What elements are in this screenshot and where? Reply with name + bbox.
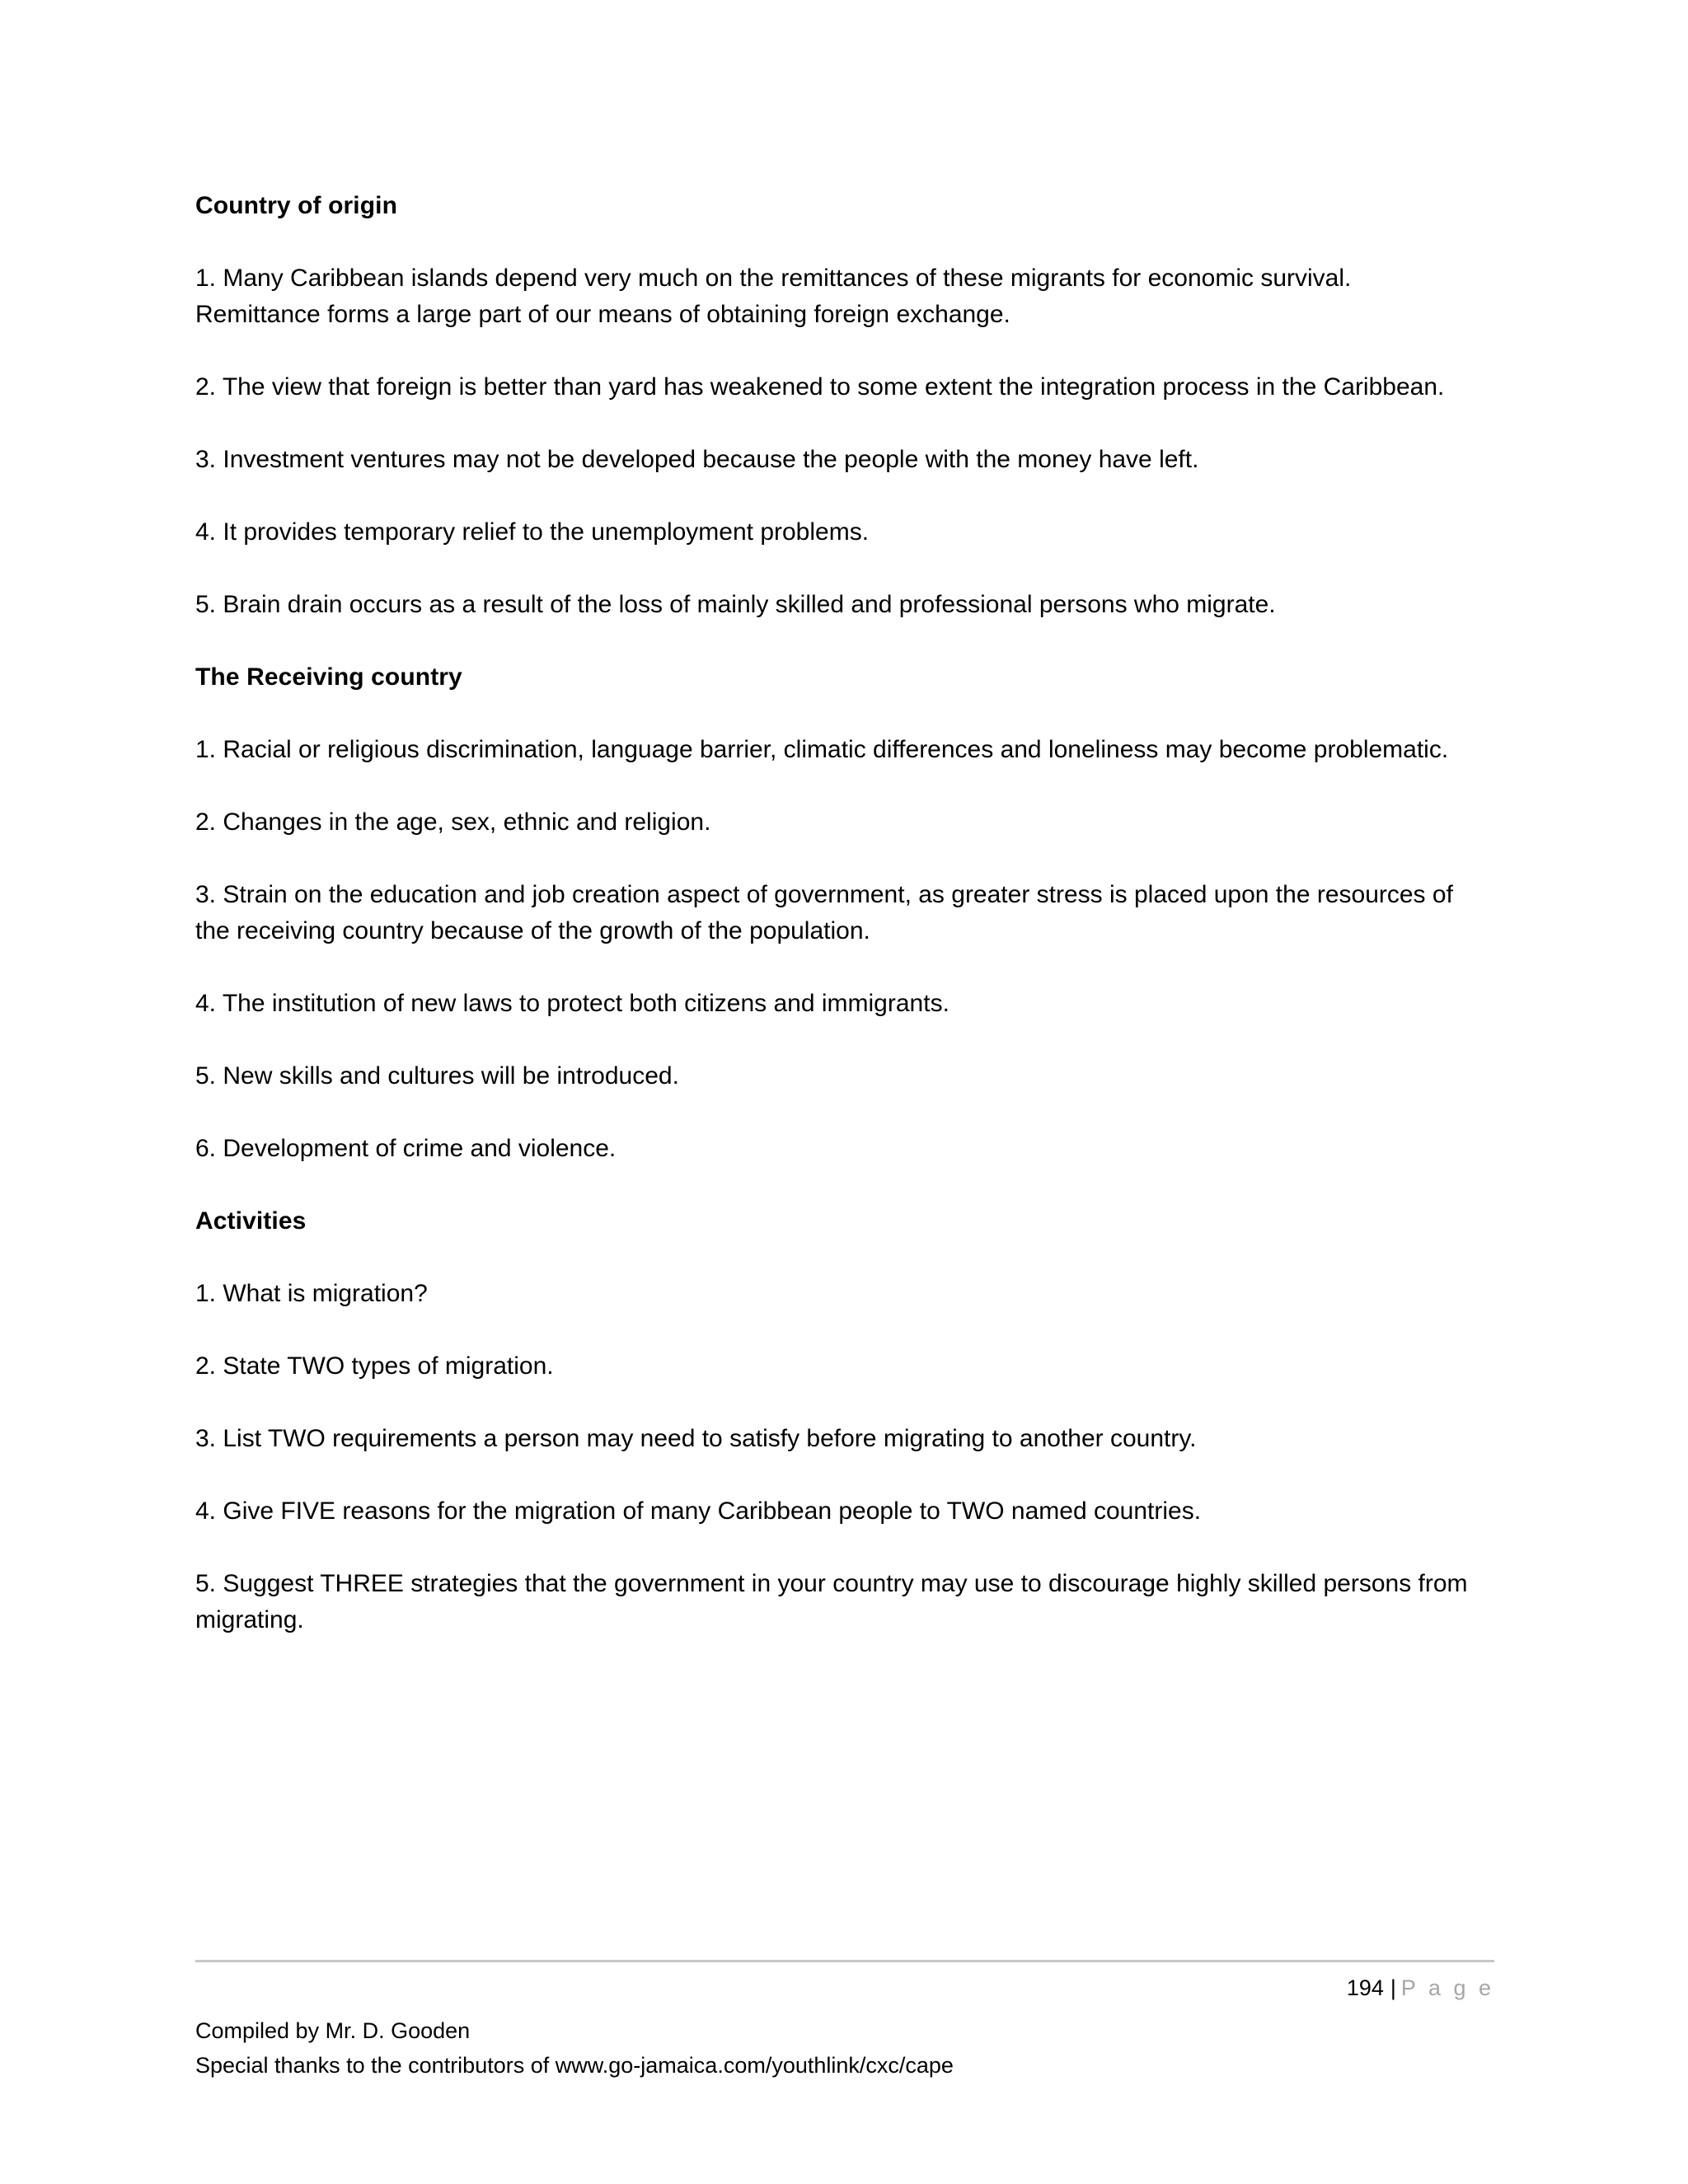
page-number-separator: | (1390, 1975, 1396, 2000)
list-item: 2. State TWO types of migration. (195, 1352, 554, 1380)
spacer (195, 1385, 1481, 1421)
list-item: 3. Investment ventures may not be developed because the people with the money have left. (195, 446, 1199, 473)
spacer (195, 768, 1481, 804)
section-heading-activities: Activities (195, 1207, 307, 1235)
spacer (195, 623, 1481, 659)
list-item: 2. Changes in the age, sex, ethnic and religion. (195, 808, 711, 836)
list-item: 5. Suggest THREE strategies that the government in your country may use to discourage highly skilled persons from migrating. (195, 1570, 1468, 1633)
spacer (195, 224, 1481, 260)
spacer (195, 1240, 1481, 1276)
spacer (195, 1167, 1481, 1203)
section-heading-country-of-origin: Country of origin (195, 192, 397, 219)
list-item: 6. Development of crime and violence. (195, 1135, 617, 1162)
page-footer (195, 1960, 1494, 2083)
spacer (195, 333, 1481, 369)
list-item: 4. The institution of new laws to protect both citizens and immigrants. (195, 990, 950, 1017)
spacer (195, 949, 1481, 986)
page-number-indicator (195, 1974, 1494, 2002)
spacer (195, 405, 1481, 442)
list-item: 2. The view that foreign is better than yard has weakened to some extent the integration process in the Caribbean. (195, 373, 1445, 401)
spacer (195, 1094, 1481, 1131)
spacer (195, 1022, 1481, 1058)
footer-divider (195, 1960, 1494, 1962)
footer-compiled-by: Compiled by Mr. D. Gooden (195, 2018, 471, 2043)
list-item: 3. Strain on the education and job creation aspect of government, as greater stress is placed upon the resources of the receiving country because of the growth of the population. (195, 881, 1453, 944)
list-item: 4. Give FIVE reasons for the migration of many Caribbean people to TWO named countries. (195, 1497, 1202, 1525)
footer-thanks: Special thanks to the contributors of www.go-jamaica.com/youthlink/cxc/cape (195, 2053, 954, 2078)
spacer (195, 841, 1481, 877)
spacer (195, 1457, 1481, 1493)
list-item: 1. What is migration? (195, 1280, 428, 1307)
list-item: 5. New skills and cultures will be introduced. (195, 1062, 679, 1090)
list-item: 1. Racial or religious discrimination, language barrier, climatic differences and loneliness may become problematic. (195, 736, 1449, 763)
list-item: 1. Many Caribbean islands depend very much on the remittances of these migrants for economic survival. Remittance forms a large part of our means of obtaining foreign exchange. (195, 265, 1352, 328)
footer-attribution (195, 2013, 1494, 2083)
list-item: 4. It provides temporary relief to the unemployment problems. (195, 518, 870, 546)
spacer (195, 1530, 1481, 1566)
list-item: 5. Brain drain occurs as a result of the loss of mainly skilled and professional persons who migrate. (195, 591, 1276, 618)
page-label: P a g e (1400, 1975, 1494, 2000)
document-body (195, 188, 1481, 1638)
spacer (195, 696, 1481, 732)
spacer (195, 1312, 1481, 1348)
section-heading-receiving-country: The Receiving country (195, 663, 462, 691)
list-item: 3. List TWO requirements a person may need to satisfy before migrating to another country. (195, 1425, 1197, 1452)
page-number: 194 (1346, 1975, 1384, 2000)
spacer (195, 551, 1481, 587)
spacer (195, 478, 1481, 514)
